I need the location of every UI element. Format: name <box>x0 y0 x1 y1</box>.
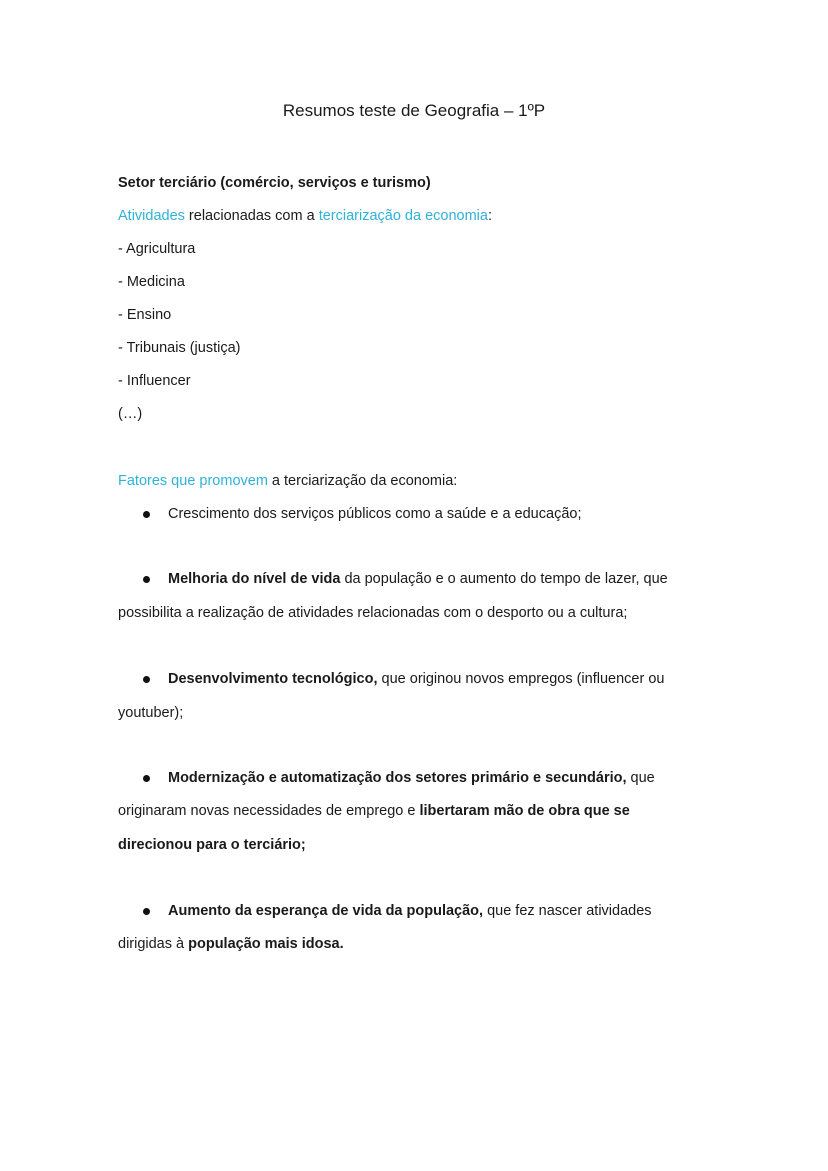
activities-intro-colon: : <box>487 208 492 224</box>
factor-2-bold: Melhoria do nível de vida <box>168 571 341 587</box>
factor-2-line-1 <box>168 569 668 589</box>
factor-5-line-2 <box>118 934 344 954</box>
factor-4-bold: Modernização e automatização dos setores primário e secundário, <box>168 770 627 786</box>
factor-3-text: que originou novos empregos (influencer ou <box>377 671 665 687</box>
tertiarization-term: terciarização da economia <box>318 208 488 224</box>
document-title: Resumos teste de Geografia – 1ºP <box>282 101 546 120</box>
list-item: (…) <box>118 406 143 422</box>
factors-intro-text: a terciarização da economia: <box>267 473 458 489</box>
list-item: - Ensino <box>118 307 172 323</box>
factor-4-line-3: direcionou para o terciário; <box>118 837 306 853</box>
factor-5-line-2-bold: população mais idosa. <box>188 936 344 952</box>
factor-2-line-2: possibilita a realização de atividades relacionadas com o desporto ou a cultura; <box>118 605 628 621</box>
factor-3-bold: Desenvolvimento tecnológico, <box>168 671 378 687</box>
list-item: - Influencer <box>118 373 191 389</box>
factors-intro <box>118 471 457 491</box>
activities-term: Atividades <box>118 208 185 224</box>
factor-4-line-2-text: originaram novas necessidades de emprego e <box>118 803 420 819</box>
factor-1-line-1 <box>168 504 581 524</box>
bullet-icon <box>143 908 150 915</box>
bullet-icon <box>143 676 150 683</box>
list-item: - Agricultura <box>118 241 196 257</box>
factor-4-line-1 <box>168 768 655 788</box>
factor-5-bold: Aumento da esperança de vida da população, <box>168 903 484 919</box>
bullet-icon <box>143 775 150 782</box>
factor-4-line-2 <box>118 801 630 821</box>
factors-term: Fatores que promovem <box>118 473 268 489</box>
list-item: - Medicina <box>118 274 185 290</box>
section-heading: Setor terciário (comércio, serviços e turismo) <box>118 175 431 191</box>
activities-intro-text: relacionadas com a <box>184 208 319 224</box>
factor-2-text: da população e o aumento do tempo de lazer, que <box>340 571 668 587</box>
factor-4-text: que <box>626 770 655 786</box>
factor-5-line-1 <box>168 901 652 921</box>
factor-4-line-2-bold: libertaram mão de obra que se <box>419 803 630 819</box>
factor-3-line-1 <box>168 669 664 689</box>
factor-3-line-2: youtuber); <box>118 705 184 721</box>
list-item: - Tribunais (justiça) <box>118 340 241 356</box>
activities-intro <box>118 206 492 226</box>
bullet-icon <box>143 511 150 518</box>
factor-1-text: Crescimento dos serviços públicos como a saúde e a educação; <box>168 506 582 522</box>
factor-5-text: que fez nascer atividades <box>483 903 652 919</box>
bullet-icon <box>143 576 150 583</box>
factor-5-line-2-text: dirigidas à <box>118 936 189 952</box>
